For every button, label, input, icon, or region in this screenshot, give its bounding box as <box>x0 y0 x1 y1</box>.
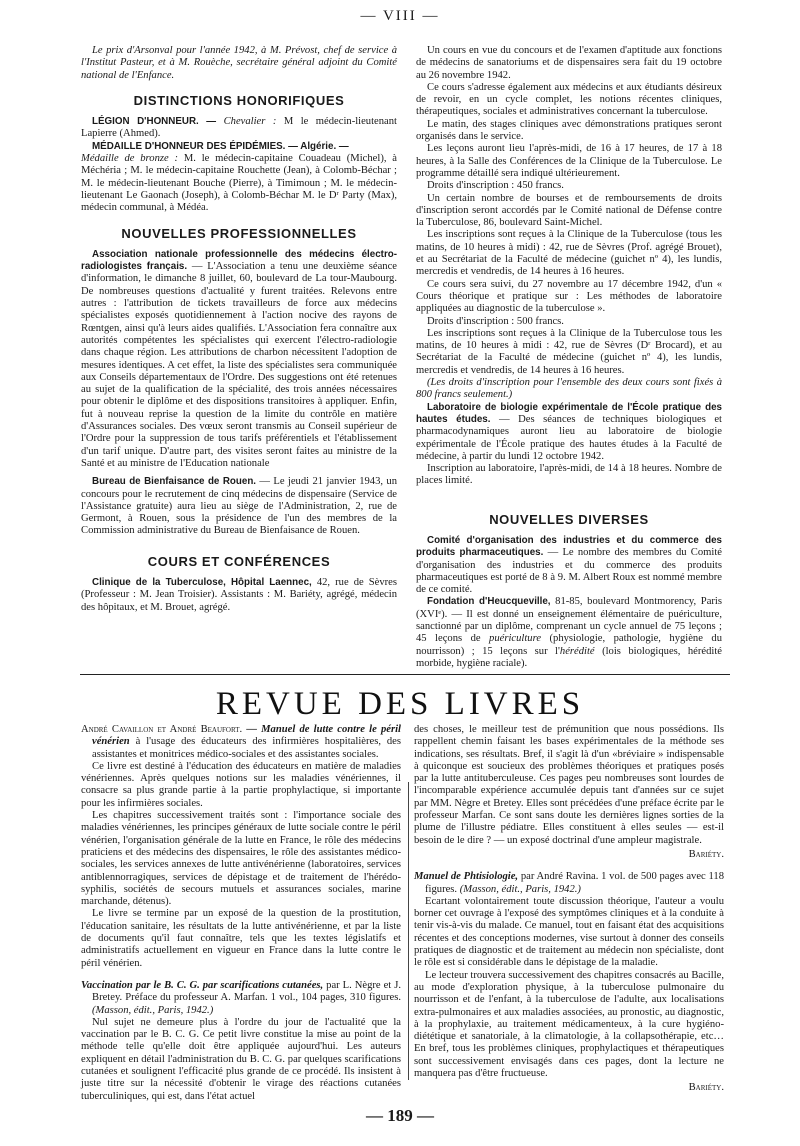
clinique-paragraph: Clinique de la Tuberculose, Hôpital Laennec, 42, rue de Sèvres (Professeur : M. Jean Troisier). Assistants : M. Bariéty, agrégé, médecin des hôpitaux, et M. Brouet, agrégé. <box>81 576 397 613</box>
diverses-heading: NOUVELLES DIVERSES <box>489 511 649 527</box>
column-divider <box>408 782 409 1080</box>
left-news-column <box>81 45 397 614</box>
review-right-column <box>414 724 724 1095</box>
prize-paragraph: Le prix d'Arsonval pour l'année 1942, à M. Prévost, chef de service à l'Institut Pasteur, et à M. Rouèche, secrétaire général adjoint du Comité national de l'Enfance. <box>81 45 397 81</box>
cours-paragraph: Un certain nombre de bourses et de remboursements de droits d'inscription seront accordés par le Comité national de Défense contre la Tuberculose, 86, boulevard Saint-Michel. <box>416 192 722 229</box>
distinctions-heading: DISTINCTIONS HONORIFIQUES <box>133 92 345 108</box>
review-paragraph: Le lecteur trouvera successivement des chapitres consacrés au Bacille, au mode d'exploration physique, à la tuberculose pulmonaire du nourrisson et de l'enfant, à la tuberculose de l'adulte, aux localisations extra-pulmonaires et aux maladies associées, au pronostic, au diagnostic, à la prophylaxie, au traitement médicamenteux, à la cure hygiéno-diététique et sanatoriale, à la climatologie, à la collapsothérapie, etc… En bref, tous les problèmes cliniques, prophylactiques et thérapeutiques sont successivement envisagés dans ces pages, dont la lecture ne manquera pas d'être fructueuse. <box>414 969 724 1080</box>
reviewer-signature: Bariéty. <box>688 1082 724 1094</box>
cours-paragraph: Le matin, des stages cliniques avec démonstrations pratiques seront organisés dans le service. <box>416 118 722 143</box>
comite-paragraph: Comité d'organisation des industries et du commerce des produits pharmaceutiques. — Le nombre des membres du Comité d'organisation des industries et du commerce des produits pharmaceutiques est porté de 8 à 9. M. Albert Roux est nommé membre de ce comité. <box>416 534 723 596</box>
review-paragraph: Les chapitres successivement traités sont : l'importance sociale des maladies vénériennes, les principes généraux de lutte sociale contre le péril vénérien, l'organisation générale de la lutte en France, le rôle des médecins praticiens et des médecins des dispensaires, le rôle des assistantes médico-sociales, les services annexes de lutte antivénérienne (laboratoires, services antiblennorragiques, services de dépistage et de traitement de l'hérédo-syphilis, sociétés de secours mutuels et assurances sociales, marine marchande, détenus). <box>81 810 401 908</box>
association-paragraph: Association nationale professionnelle des médecins électro-radiologistes français. — L'Association a tenu une deuxième séance d'information, le dimanche 8 juillet, 60, boulevard de La tour-Maubourg. De nombreuses questions d'actualité y furent traitées. Relevons entre autres : l'attribution de tickets travailleurs de force aux médecins spécialistes exposés quotidiennement à l'action nocive des rayons de Rœntgen, ainsi qu'à leurs aides qualifiés. L'Association fera connaître aux autorités compétentes les spécialistes qui exercent l'électro-radiologie dans chaque région. Les attributions de charbon nécessitent l'adoption de mesures identiques. A cet effet, la liste des spécialistes sera communiquée aux Conseils départementaux de l'Ordre. Des suggestions ont été retenues au sujet de la qualification de la spécialité, des trois années nécessaires pour obtenir le diplôme et des dispositions transitoires à appliquer. Enfin, fut à nouveau reprise la question de la limite du contrôle en matière d'Assurances sociales. Des vœux seront transmis au Conseil supérieur de l'Ordre pour la suppression de tous tarifs préférentiels et l'établissement d'un tarif unique. D'autre part, des visites seront faites au ministre de la Santé et au ministre de l'Education nationale <box>81 248 397 469</box>
cours-paragraph: Les inscriptions sont reçues à la Clinique de la Tuberculose tous les matins, de 10 heures à midi : 42, rue de Sèvres (Dʳ Brocard), et au Secrétariat de la Faculté de médecine (guichet nº 4), les lundis, mercredis et vendredis, de 14 heures à 16 heures. <box>416 327 722 376</box>
page-number: — 189 — <box>366 1106 434 1125</box>
review-paragraph: Le livre se termine par un exposé de la question de la prostitution, l'éducation sanitaire, les résultats de la lutte antivénérienne, et par la liste de documents qu'il faut connaître, tels que les textes législatifs et administratifs actuellement en vigueur en France dans la lutte contre le péril vénérien. <box>81 908 401 969</box>
cours-paragraph: Les leçons auront lieu l'après-midi, de 16 à 17 heures, de 17 à 18 heures, à la Salle des Conférences de la Clinique de la Tuberculose. Le programme détaillé sera indiqué ultérieurement. <box>416 143 722 179</box>
page-roman-numeral: — VIII — <box>360 8 440 24</box>
cours-paragraph: Un cours en vue du concours et de l'examen d'aptitude aux fonctions de médecins de sanatoriums et de dispensaires sera fait du 19 octobre au 26 novembre 1942. <box>416 45 722 81</box>
cours-heading: COURS ET CONFÉRENCES <box>147 553 331 569</box>
cours-paragraph: Ce cours s'adresse également aux médecins et aux étudiants désireux de revoir, en un cycle complet, les notions récentes cliniques, thérapeutiques, sociales et administratives concernant la tuberculose. <box>416 81 722 118</box>
cours-paragraph: Ce cours sera suivi, du 27 novembre au 17 décembre 1942, d'un « Cours théorique et pratique sur : Les méthodes de laboratoire appliquées au diagnostic de la tuberculose ». <box>416 278 722 315</box>
right-news-column <box>416 45 722 670</box>
section-divider <box>80 674 730 675</box>
revue-des-livres-title: REVUE DES LIVRES <box>215 686 585 722</box>
cours-paragraph: Les inscriptions sont reçues à la Clinique de la Tuberculose (tous les matins, de 10 heures à midi) : 42, rue de Sèvres (Prof. agrégé Brouet), et au Secrétariat de la Faculté de médecine (guichet nº 4), les lundis, mercredis et vendredis, de 14 heures à 16 heures. <box>416 229 722 278</box>
review-paragraph: Ce livre est destiné à l'éducation des éducateurs en matière de maladies vénériennes. Après quelques notions sur les maladies vénériennes, il consacre sa plus grande partie à la partie prophylactique, si importante pour les infirmières sociales. <box>81 760 401 809</box>
review-paragraph: des choses, le meilleur test de prémunition que nous possédions. Ils rappellent chemin faisant les bases expérimentales de la méthode ses indications, ses résultats. Bref, il s'agit là d'un «bréviaire » indispensable à quiconque est soucieux des problèmes théoriques et pratiques posés par la lutte antituberculeuse. Ces pages peu nombreuses sont lourdes de l'incomparable expérience accumulée depuis tant d'années sur ce sujet par MM. Nègre et Bretey. Elles sont précédées d'une préface écrite par le professeur Marfan. Ce sont sans doute les dernières lignes sorties de la plume de l'illustre pédiatre. Elles constituent à elles seules — est-il besoin de le dire ? — un exposé doctrinal d'une ampleur magistrale. <box>414 724 724 846</box>
reviewer-signature: Bariéty. <box>688 848 724 860</box>
review-heading: Vaccination par le B. C. G. par scarifications cutanées, par L. Nègre et J. Bretey. Préface du professeur A. Marfan. 1 vol., 104 pages, 310 figures. (Masson, édit., Paris, 1942.) <box>81 979 401 1016</box>
bureau-rouen-paragraph: Bureau de Bienfaisance de Rouen. — Le jeudi 21 janvier 1943, un concours pour le recrutement de cinq médecins de dispensaire (Service de l'Assistance gratuite) aura lieu au siège de l'Administration, 2, rue de Germont, à Rouen, sous la présidence de l'un des membres de la Commission administrative du Bureau de Bienfaisance de Rouen. <box>81 476 397 537</box>
nouvelles-pro-heading: NOUVELLES PROFESSIONNELLES <box>121 225 357 241</box>
review-paragraph: Nul sujet ne demeure plus à l'ordre du jour de l'actualité que la vaccination par le B. C. G. Ce petit livre constitue la mise au point de la méthode telle qu'elle doit être appliquée aujourd'hui. Les auteurs expliquent en détail l'administration du B. C. G. par quelques scarifications cutanées et soulignent l'efficacité plus grande de ce procédé. Ils insistent à juste titre sur la nécessité d'obtenir le virage des réactions cutanées tuberculiniques, qui est, dans l'état actuel <box>81 1016 401 1102</box>
cours-paragraph: Droits d'inscription : 500 francs. <box>427 315 564 327</box>
medaille-paragraph: MÉDAILLE D'HONNEUR DES ÉPIDÉMIES. — Algérie. — Médaille de bronze : M. le médecin-capitaine Couadeau (Michel), à Méchéria ; M. le médecin-capitaine Rouchette (Jean), à Colomb-Béchar ; M. le médecin-lieutenant Bouche (Pierre), à Timimoun ; M. le médecin-lieutenant Le Gaonach (Joseph), à Colomb-Béchar M. le Dʳ Party (Max), médecin communal, à Médéa. <box>81 140 397 214</box>
laboratoire-paragraph: Laboratoire de biologie expérimentale de l'École pratique des hautes études. — Des séances de techniques biologiques et pharmacodynamiques auront lieu au laboratoire de biologie expérimentale de l'École pratique des hautes études à la Faculté de médecine, à partir du lundi 12 octobre 1942. <box>416 401 722 462</box>
droits-note: (Les droits d'inscription pour l'ensemble des deux cours sont fixés à 800 francs seulement.) <box>416 377 722 401</box>
fondation-paragraph: Fondation d'Heucqueville, 81-85, boulevard Montmorency, Paris (XVIᵉ). — Il est donné un enseignement élémentaire de puériculture, sanctionné par un diplôme, comprenant un cycle annuel de 75 leçons ; 45 leçons de puériculture (physiologie, pathologie, hygiène du nourrisson) ; 15 leçons sur l'hérédité (lois biologiques, hérédité morbide, hygiène raciale). <box>416 596 722 669</box>
review-heading: Manuel de Phtisiologie, par André Ravina. 1 vol. de 500 pages avec 118 figures. (Masson, édit., Paris, 1942.) <box>414 871 724 895</box>
inscription-paragraph: Inscription au laboratoire, l'après-midi, de 14 à 18 heures. Nombre de places limité. <box>416 463 722 487</box>
review-paragraph: Ecartant volontairement toute discussion théorique, l'auteur a voulu borner cet ouvrage à l'exposé des symptômes cliniques et à la conduite à tenir vis-à-vis du malade. Ce manuel, tout en faisant état des acquisitions récentes et des conceptions modernes, vise surtout à donner des conseils pratiques de diagnostic et de traitement au médecin non spécialiste, dont le rôle est si considérable dans le dépistage de la maladie. <box>414 895 724 969</box>
cours-paragraph: Droits d'inscription : 450 francs. <box>427 180 564 192</box>
review-heading: André Cavaillon et André Beaufort. — Manuel de lutte contre le péril vénérien à l'usage des éducateurs des infirmières hospitalières, des assistantes et monitrices médico-sociales et des assistantes sociales. <box>81 724 401 760</box>
legion-honneur-paragraph: LÉGION D'HONNEUR. — Chevalier : M le médecin-lieutenant Lapierre (Ahmed). <box>81 116 397 140</box>
review-left-column <box>81 724 401 1103</box>
